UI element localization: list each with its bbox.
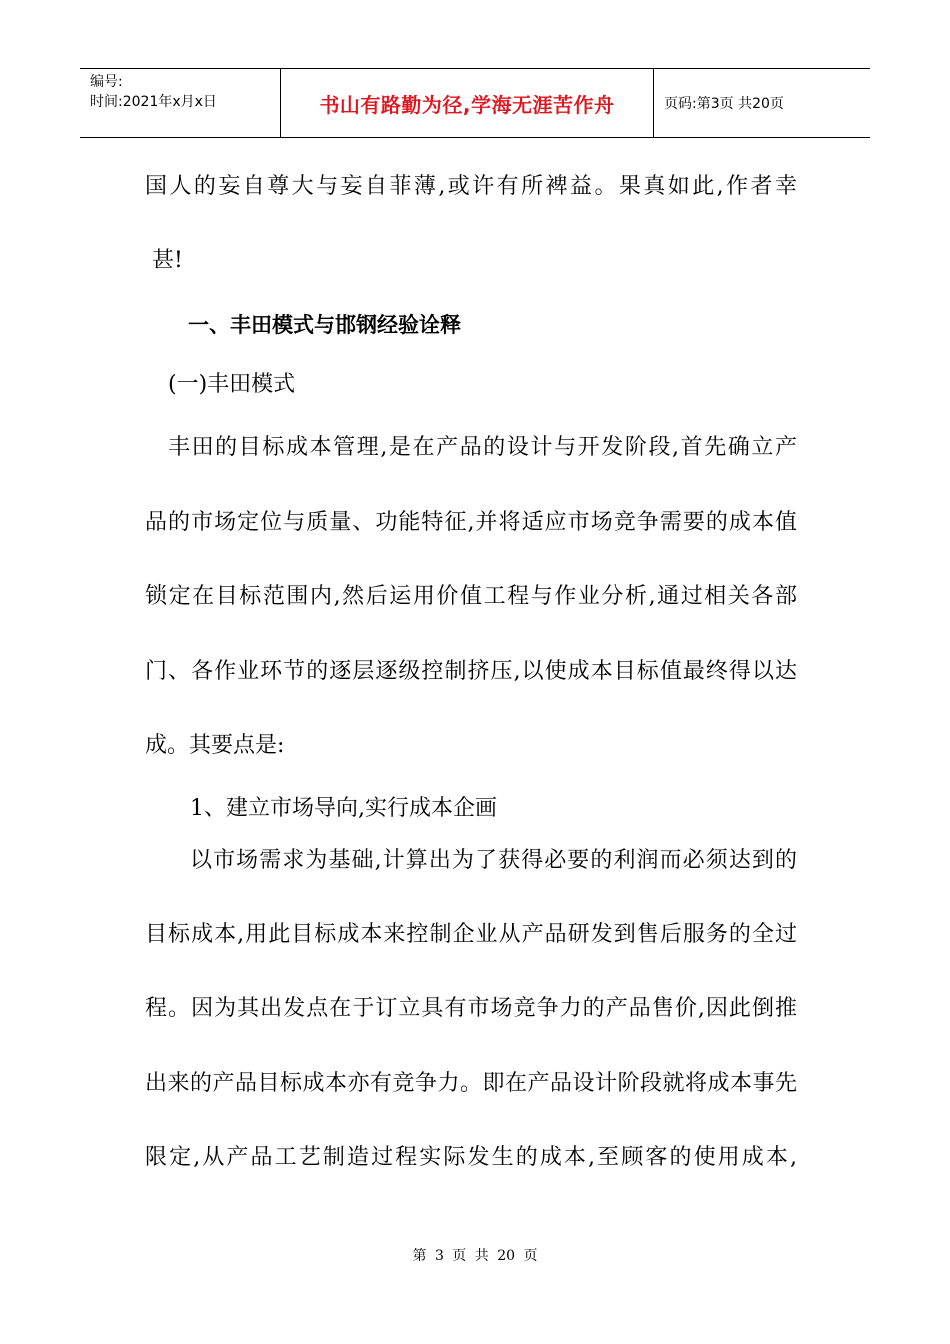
body-line-12: 目标成本,用此目标成本来控制企业从产品研发到售后服务的全过	[145, 922, 797, 947]
body-line-15: 限定,从产品工艺制造过程实际发生的成本,至顾客的使用成本,	[145, 1145, 797, 1170]
body-line-9: 成。其要点是:	[145, 733, 285, 758]
page-footer: 第 3 页 共 20 页	[412, 1248, 538, 1264]
subsection-heading: (一)丰田模式	[168, 372, 296, 397]
body-line-5: 丰田的目标成本管理,是在产品的设计与开发阶段,首先确立产	[168, 435, 797, 460]
header-meta	[80, 69, 281, 137]
body-line-14: 出来的产品目标成本亦有竞争力。即在产品设计阶段就将成本事先	[145, 1071, 797, 1096]
header-motto: 书山有路勤为径,学海无涯苦作舟	[281, 69, 654, 137]
body-line-8: 门、各作业环节的逐层逐级控制挤压,以使成本目标值最终得以达	[145, 659, 797, 684]
body-line-13: 程。因为其出发点在于订立具有市场竞争力的产品售价,因此倒推	[145, 996, 797, 1021]
page-header	[80, 68, 870, 138]
body-line-2: 甚!	[152, 248, 183, 273]
body-line-1: 国人的妄自尊大与妄自菲薄,或许有所裨益。果真如此,作者幸	[145, 174, 797, 199]
body-line-11: 以市场需求为基础,计算出为了获得必要的利润而必须达到的	[190, 848, 797, 873]
body-line-6: 品的市场定位与质量、功能特征,并将适应市场竞争需要的成本值	[145, 510, 797, 535]
section-heading: 一、丰田模式与邯钢经验诠释	[188, 313, 461, 337]
body-line-7: 锁定在目标范围内,然后运用价值工程与作业分析,通过相关各部	[145, 584, 797, 609]
header-page-info: 页码:第3页 共20页	[664, 96, 784, 112]
point-heading: 1、建立市场导向,实行成本企画	[190, 796, 497, 821]
document-number-label: 编号:	[90, 74, 123, 90]
document-time-label: 时间:2021年x月x日	[90, 94, 217, 110]
